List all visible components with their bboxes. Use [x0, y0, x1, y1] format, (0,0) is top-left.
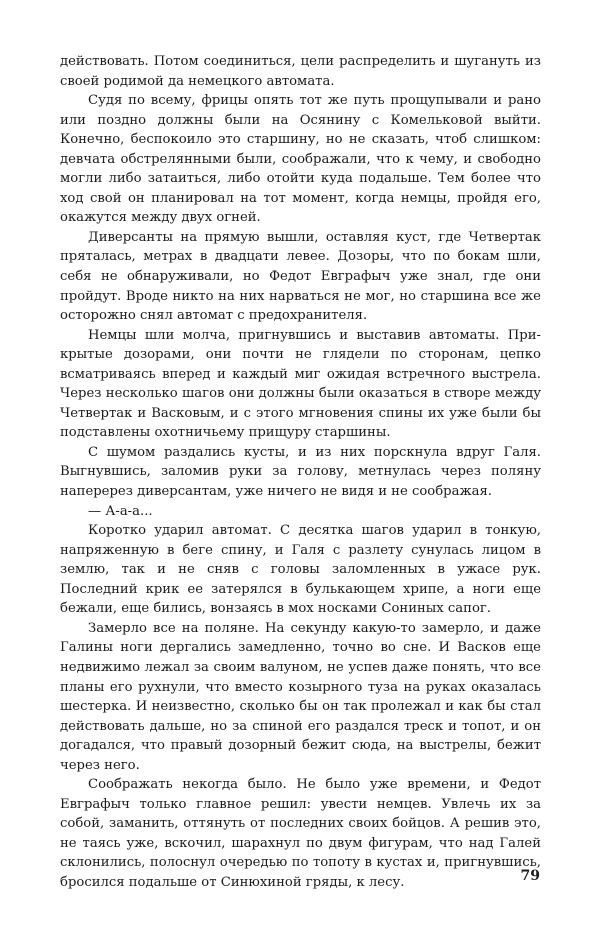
paragraph-1: действовать. Потом соединиться, цели распределить и шугануть из своей родимой да немецкого автомата.	[60, 54, 541, 89]
paragraph-3: Диверсанты на прямую вышли, оставляя куст, где Четвертак пряталась, метрах в двадцати левее. Дозоры, что по бокам шли, себя не обнаруживали, но Федот Евграфыч уже знал, где они пройдут. Вроде никто на них нарваться не мог, но старшина все же осторожно снял автомат с предохранителя.	[60, 229, 541, 324]
paragraph-5: С шумом раздались кусты, и из них порскнула вдруг Галя. Выгнувшись, заломив руки за голову, метнулась через поляну наперерез диверсантам, уже ничего не видя и не соображая.	[60, 444, 541, 500]
paragraph-2: Судя по всему, фрицы опять тот же путь прощупывали и рано или поздно должны были на Осянину с Комельковой выйти. Конечно, беспокоило это старшину, но не сказать, чтоб слишком: девчата обстрелянными были, соображали, что к чему, и свободно могли либо затаиться, либо отойти куда подальше. Тем более что ход свой он планировал на тот момент, когда немцы, пройдя его, окажутся между двух огней.	[60, 93, 541, 226]
paragraph-6: — А-а-а...	[88, 503, 153, 519]
book-page-text	[60, 52, 541, 893]
paragraph-8: Замерло все на поляне. На секунду какую-то замерло, и даже Галины ноги дергались замедленно, точно во сне. И Васков еще недвижимо лежал за своим валуном, не успев даже понять, что все планы его рухнули, что вместо козырного туза на руках оказалась шестерка. И неизвестно, сколько бы он так пролежал и как бы стал действовать дальше, но за спиной его раздался треск и топот, и он догадался, что правый дозорный бежит сюда, на выстрелы, бежит через него.	[60, 620, 541, 773]
paragraph-9: Соображать некогда было. Не было уже времени, и Федот Евграфыч только главное решил: увести немцев. Увлечь их за собой, заманить, оттянуть от последних своих бойцов. А решив это, не таясь уже, вскочил, шарахнул по двум фигурам, что над Галей склонились, полоснул очередью по топоту в кустах и, пригнувшись, бросился подальше от Синюхиной гряды, к лесу.	[60, 777, 541, 890]
paragraph-7: Коротко ударил автомат. С десятка шагов ударил в тонкую, напряженную в беге спину, и Галя с разлету сунулась лицом в землю, так и не сняв с головы заломленных в ужасе рук. Последний крик ее затерялся в булькающем хрипе, а ноги еще бежали, еще бились, вонзаясь в мох носками Сониных сапог.	[60, 523, 541, 617]
paragraph-4: Немцы шли молча, пригнувшись и выставив автоматы. Прикрытые дозорами, они почти не глядели по сторонам, цепко всматриваясь вперед и каждый миг ожидая встречного выстрела. Через несколько шагов они должны были оказаться в створе между Четвертак и Васковым, и с этого мгновения спины их уже были бы подставлены охотничьему прищуру старшины.	[60, 327, 541, 441]
page-number: 79	[520, 868, 540, 884]
